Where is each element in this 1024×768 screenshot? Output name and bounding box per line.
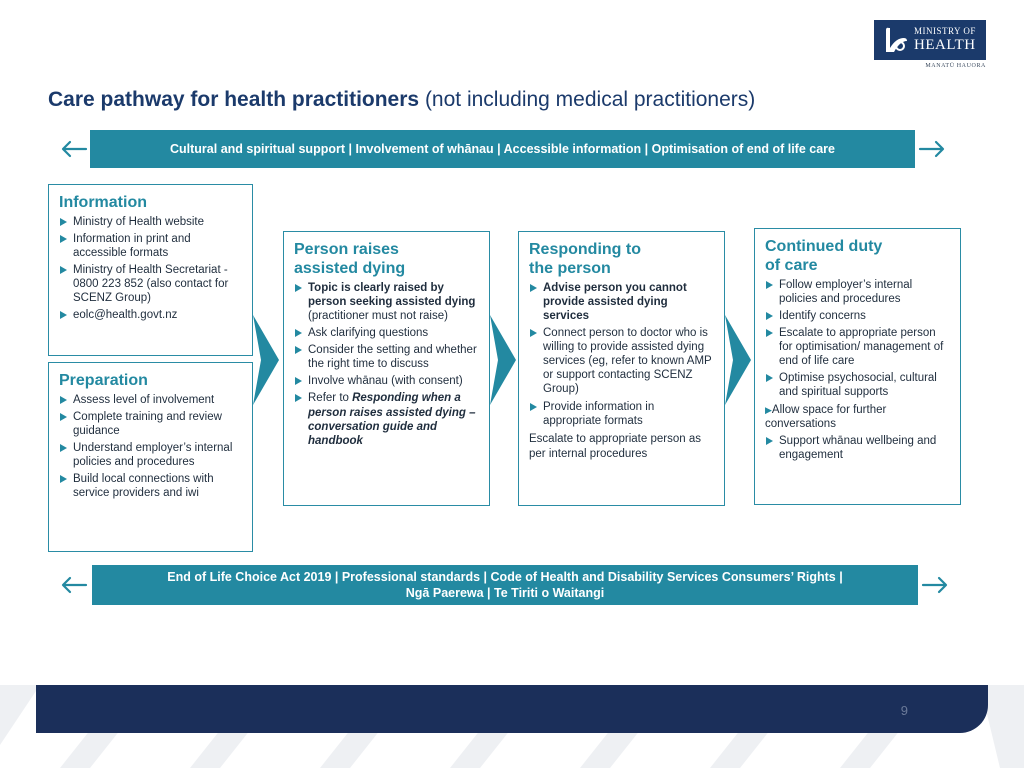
list-item: Optimise psychosocial, cultural and spiritual supports bbox=[765, 371, 950, 399]
title-light: (not including medical practitioners) bbox=[424, 88, 756, 111]
list-item-pre: Refer to bbox=[308, 392, 353, 405]
list-item: Escalate to appropriate person for optimisation/ management of end of life care bbox=[765, 326, 950, 368]
list-item: Follow employer’s internal policies and procedures bbox=[765, 278, 950, 306]
heading-line: Continued duty bbox=[765, 238, 883, 255]
preparation-heading: Preparation bbox=[59, 372, 148, 389]
person-raises-box bbox=[283, 231, 490, 506]
logo-box bbox=[874, 20, 986, 60]
bottom-banner-text bbox=[167, 569, 842, 602]
page-title bbox=[48, 88, 755, 112]
left-arrow-icon bbox=[60, 140, 88, 158]
flow-chevron-icon bbox=[725, 315, 751, 405]
right-arrow-icon bbox=[918, 140, 946, 158]
title-bold: Care pathway for health practitioners bbox=[48, 88, 420, 111]
email-link[interactable]: eolc@health.govt.nz bbox=[59, 308, 242, 322]
list-item: Ministry of Health website bbox=[59, 215, 242, 229]
list-item: Assess level of involvement bbox=[59, 393, 242, 407]
responding-heading bbox=[529, 240, 714, 278]
logo-line2: HEALTH bbox=[914, 37, 976, 53]
bottom-standards-banner bbox=[92, 565, 918, 605]
list-item: Ask clarifying questions bbox=[294, 326, 479, 340]
top-principles-banner: Cultural and spiritual support | Involvement of whānau | Accessible information | Optimisation of end of life care bbox=[90, 130, 915, 168]
heading-line: Person raises bbox=[294, 241, 399, 258]
footer-bar bbox=[36, 685, 988, 733]
information-heading: Information bbox=[59, 194, 147, 211]
continued-duty-box bbox=[754, 228, 961, 505]
heading-line: the person bbox=[529, 260, 611, 278]
left-arrow-icon bbox=[60, 576, 88, 594]
list-item: Ministry of Health Secretariat - 0800 223 852 (also contact for SCENZ Group) bbox=[59, 263, 242, 305]
preparation-box bbox=[48, 362, 253, 552]
list-item bbox=[294, 281, 479, 323]
heading-line: of care bbox=[765, 257, 818, 275]
list-item: Consider the setting and whether the right time to discuss bbox=[294, 343, 479, 371]
preparation-list bbox=[59, 393, 242, 500]
list-item bbox=[529, 281, 714, 323]
person-raises-list bbox=[294, 281, 479, 447]
ministry-of-health-logo bbox=[874, 20, 986, 69]
list-item-rest: (practitioner must not raise) bbox=[308, 310, 448, 323]
list-item: Provide information in appropriate formats bbox=[529, 400, 714, 428]
flow-chevron-icon bbox=[253, 315, 279, 405]
list-item-bold: Topic is clearly raised by person seeking assisted dying bbox=[308, 282, 476, 309]
heading-line: assisted dying bbox=[294, 260, 406, 278]
heading-line: Responding to bbox=[529, 241, 641, 258]
responding-list bbox=[529, 281, 714, 427]
list-item bbox=[294, 391, 479, 447]
logo-line1: MINISTRY OF bbox=[914, 26, 976, 36]
logo-text bbox=[914, 27, 976, 53]
list-item: Connect person to doctor who is willing to provide assisted dying services (eg, refer to known AMP or support contacting SCENZ Group) bbox=[529, 326, 714, 396]
list-item: Understand employer’s internal policies and procedures bbox=[59, 441, 242, 469]
bullet-icon: ▶ bbox=[765, 404, 772, 415]
information-box bbox=[48, 184, 253, 356]
footer bbox=[0, 685, 1024, 768]
information-list bbox=[59, 215, 242, 322]
banner-line: End of Life Choice Act 2019 | Professional standards | Code of Health and Disability Services Consumers’ Rights | bbox=[167, 569, 843, 584]
list-item bbox=[765, 403, 950, 431]
page-number: 9 bbox=[900, 703, 908, 718]
list-item: Identify concerns bbox=[765, 309, 950, 323]
continued-heading bbox=[765, 237, 950, 275]
flow-chevron-icon bbox=[490, 315, 516, 405]
continued-list bbox=[765, 278, 950, 461]
guide-reference: Responding when a person raises assisted dying – conversation guide and handbook bbox=[308, 392, 476, 447]
list-item: Build local connections with service providers and iwi bbox=[59, 472, 242, 500]
list-item: Involve whānau (with consent) bbox=[294, 374, 479, 388]
responding-box bbox=[518, 231, 725, 506]
list-item: Complete training and review guidance bbox=[59, 410, 242, 438]
list-item-text: Allow space for further conversations bbox=[765, 403, 887, 430]
list-item-bold: Advise person you cannot provide assisted dying services bbox=[543, 282, 687, 323]
list-item: Information in print and accessible formats bbox=[59, 232, 242, 260]
escalate-text: Escalate to appropriate person as per internal procedures bbox=[529, 432, 701, 461]
banner-line: Ngā Paerewa | Te Tiriti o Waitangi bbox=[405, 586, 605, 600]
right-arrow-icon bbox=[921, 576, 949, 594]
koru-logo-icon bbox=[880, 24, 910, 56]
list-item: Support whānau wellbeing and engagement bbox=[765, 434, 950, 462]
logo-subtitle: MANATŪ HAUORA bbox=[925, 63, 986, 69]
person-raises-heading bbox=[294, 240, 479, 278]
